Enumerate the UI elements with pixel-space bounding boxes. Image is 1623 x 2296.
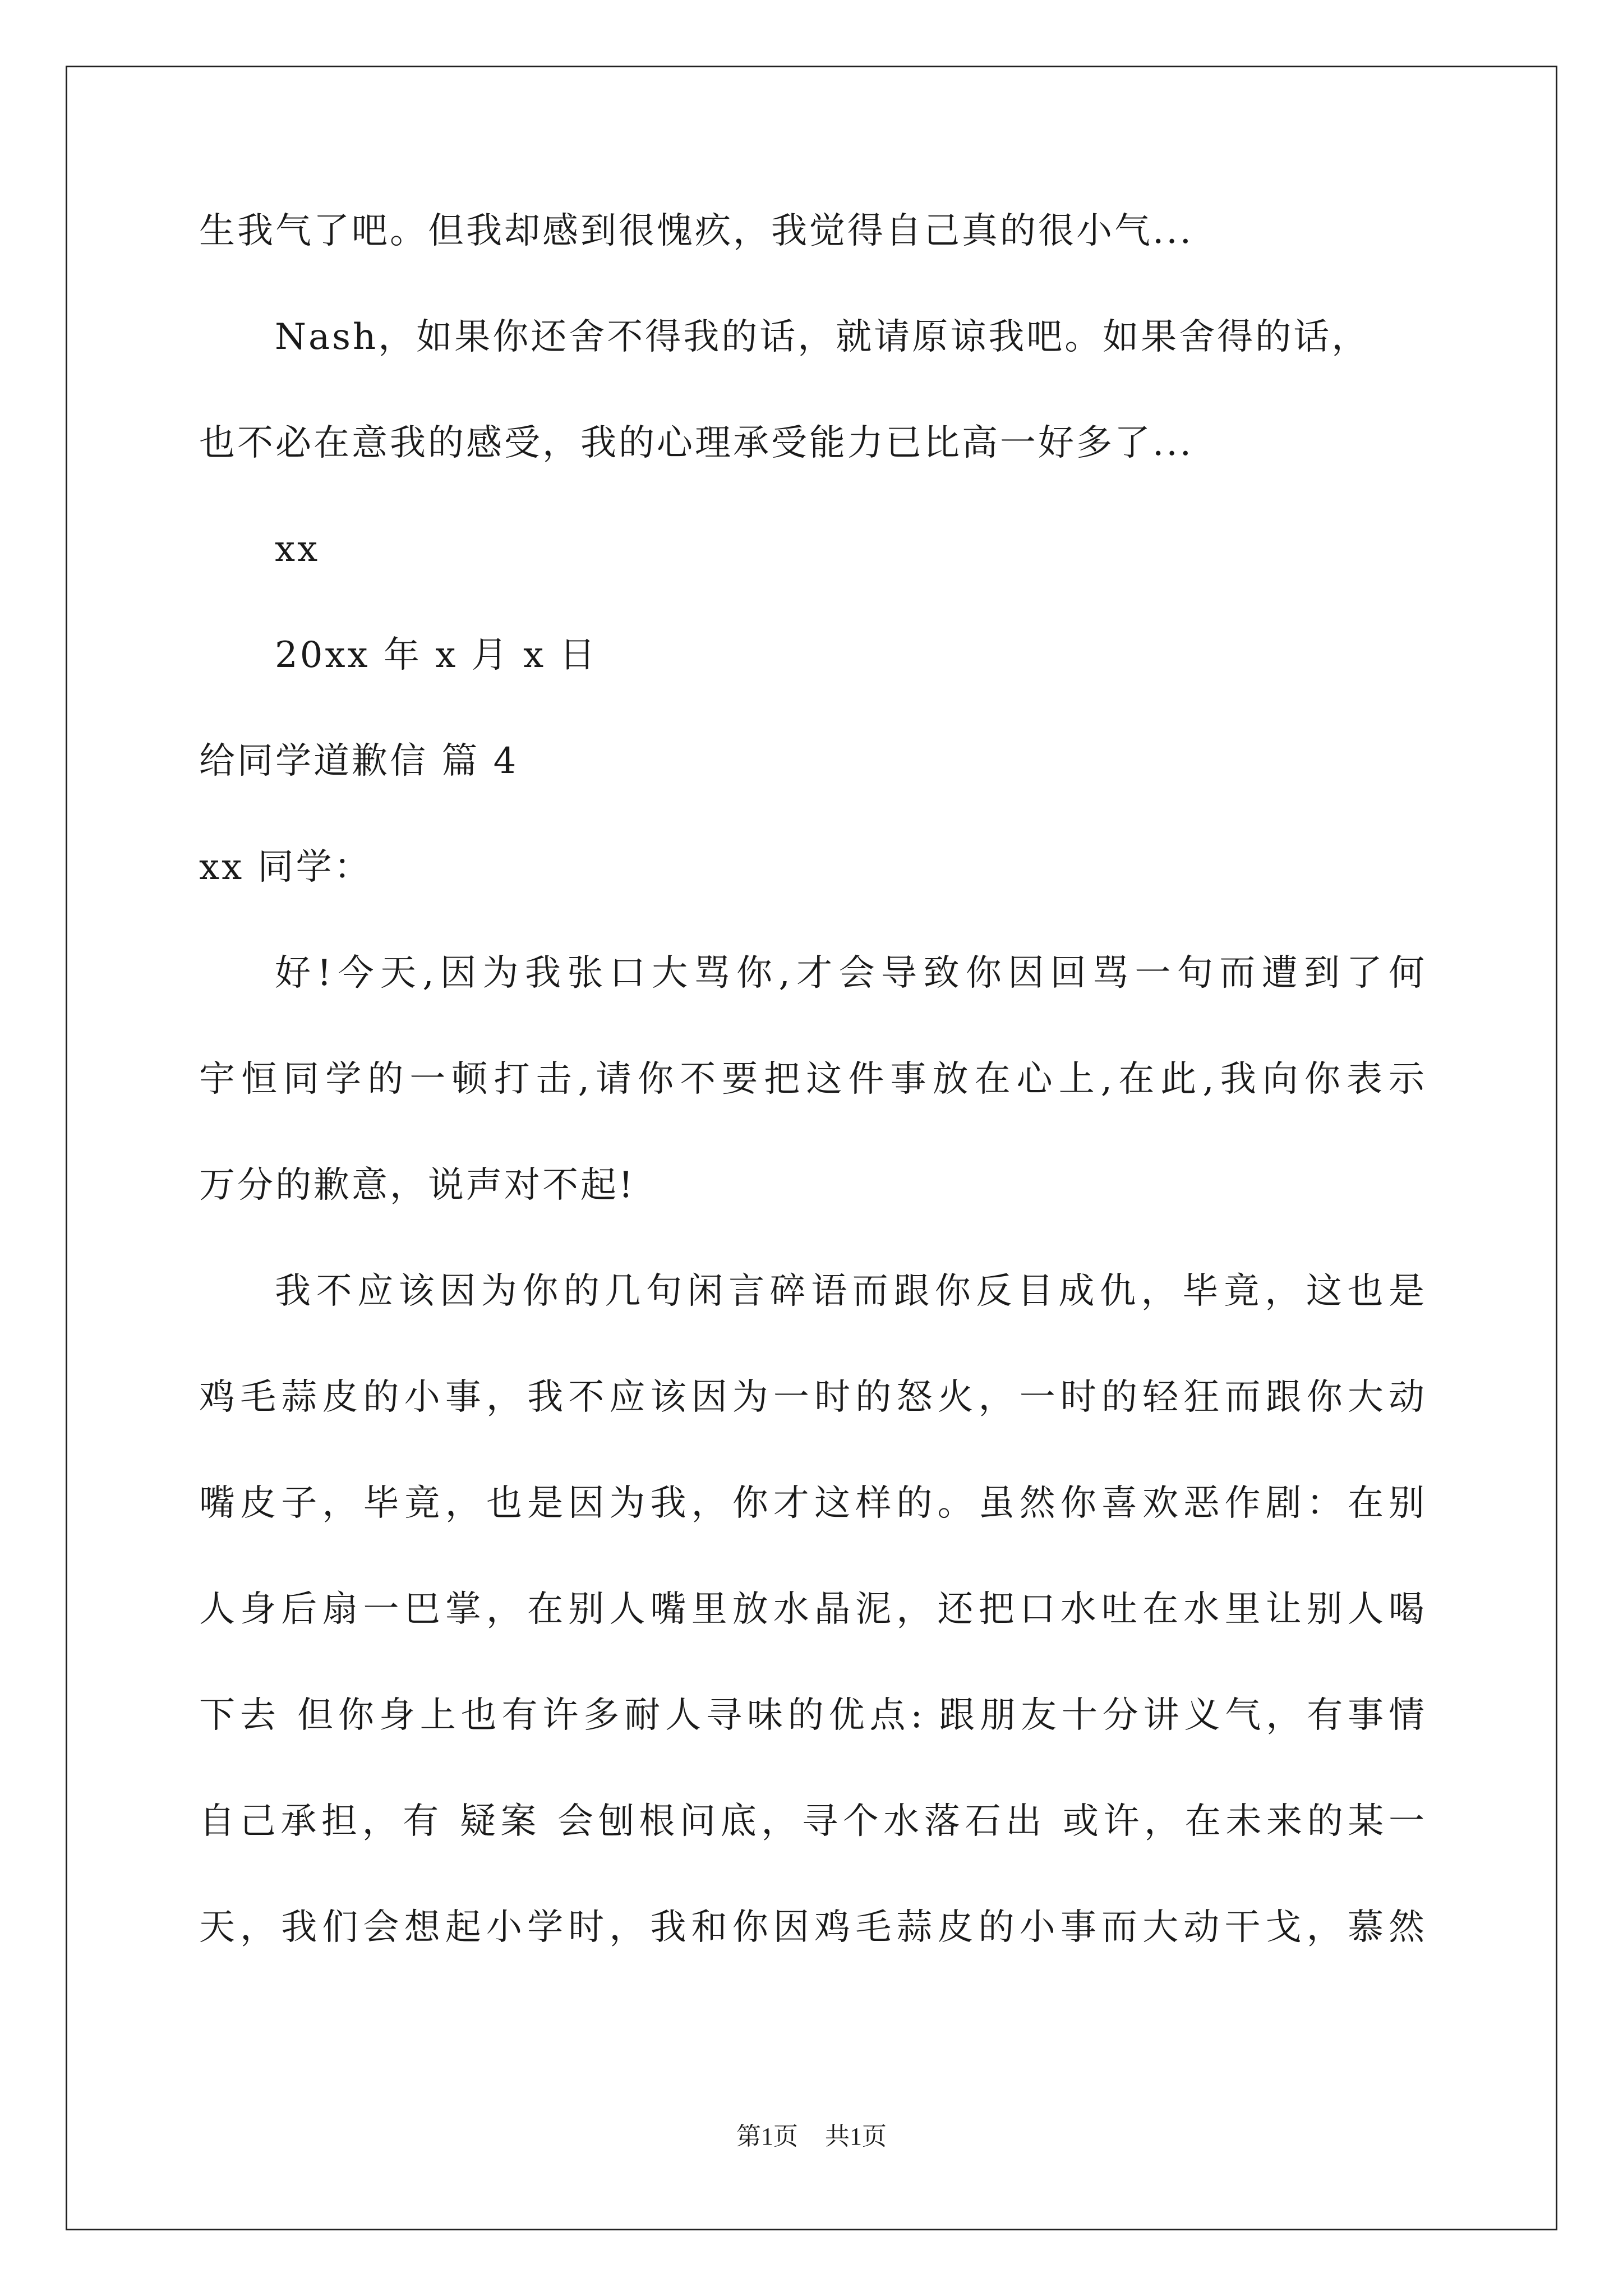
text-line: 天，我们会想起小学时，我和你因鸡毛蒜皮的小事而大动干戈，慕然 bbox=[199, 1907, 1424, 1948]
text-line: 生我气了吧。但我却感到很愧疚，我觉得自己真的很小气... bbox=[199, 210, 1194, 252]
page-number: 第1页 bbox=[736, 2123, 798, 2150]
text-line: 人身后扇一巴掌，在别人嘴里放水晶泥，还把口水吐在水里让别人喝 bbox=[199, 1589, 1424, 1630]
text-line: 下去 但你身上也有许多耐人寻味的优点: 跟朋友十分讲义气，有事情 bbox=[199, 1695, 1424, 1736]
text-line: 嘴皮子，毕竟，也是因为我，你才这样的。虽然你喜欢恶作剧：在别 bbox=[199, 1483, 1424, 1524]
text-line: 万分的歉意，说声对不起! bbox=[199, 1165, 635, 1206]
signature: xx bbox=[275, 528, 320, 570]
section-heading: 给同学道歉信 篇 4 bbox=[199, 740, 519, 782]
text-line: 我不应该因为你的几句闲言碎语而跟你反目成仇，毕竟，这也是 bbox=[275, 1271, 1424, 1312]
salutation: xx 同学： bbox=[199, 846, 372, 888]
text-line: 好!今天,因为我张口大骂你,才会导致你因回骂一句而遭到了何 bbox=[275, 953, 1424, 994]
text-line: 也不必在意我的感受，我的心理承受能力已比高一好多了... bbox=[199, 422, 1194, 464]
text-line: 自己承担，有 疑案 会刨根问底，寻个水落石出 或许，在未来的某一 bbox=[199, 1801, 1424, 1842]
text-line: Nash，如果你还舍不得我的话，就请原谅我吧。如果舍得的话， bbox=[275, 316, 1370, 358]
text-line: 鸡毛蒜皮的小事，我不应该因为一时的怒火，一时的轻狂而跟你大动 bbox=[199, 1377, 1424, 1418]
date-line: 20xx 年 x 月 x 日 bbox=[275, 634, 598, 676]
page-total: 共1页 bbox=[825, 2123, 887, 2150]
page-footer bbox=[0, 2123, 1623, 2150]
document-body bbox=[199, 210, 1424, 2016]
text-line: 宇恒同学的一顿打击,请你不要把这件事放在心上,在此,我向你表示 bbox=[199, 1059, 1424, 1100]
